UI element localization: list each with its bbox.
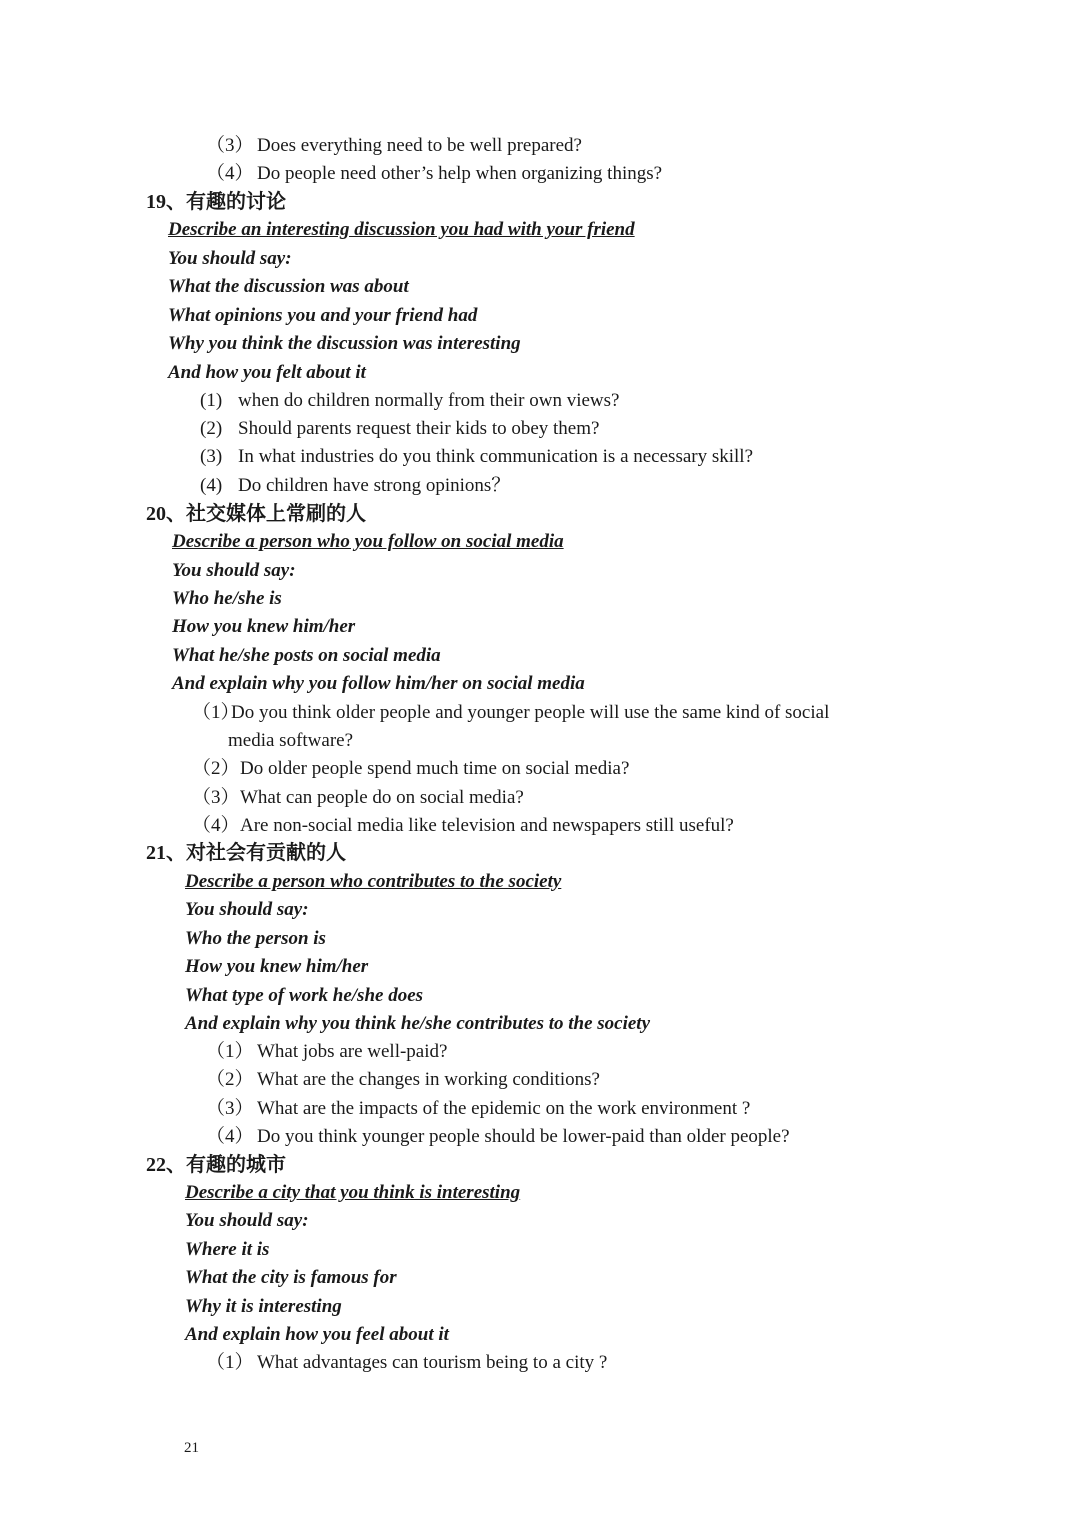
cue-point: Why you think the discussion was interesting bbox=[168, 333, 521, 354]
cue-point: How you knew him/her bbox=[172, 616, 356, 637]
question-text: Do older people spend much time on social media? bbox=[240, 758, 630, 779]
question-number: （3） bbox=[206, 135, 254, 156]
question-text: Do you think younger people should be lower-paid than older people? bbox=[257, 1126, 790, 1147]
question-text: Do children have strong opinions？ bbox=[238, 475, 511, 496]
question-number: （1） bbox=[192, 702, 240, 723]
cue-point: What type of work he/she does bbox=[185, 985, 424, 1006]
question-number: (4) bbox=[200, 475, 223, 496]
question-text: What are the impacts of the epidemic on the work environment ? bbox=[257, 1098, 751, 1119]
question-text: What are the changes in working conditions? bbox=[257, 1069, 600, 1090]
cue-point: And explain why you follow him/her on social media bbox=[172, 673, 585, 694]
section-heading: 19、有趣的讨论 bbox=[146, 191, 286, 213]
question-number: （4） bbox=[206, 163, 254, 184]
question-number: (3) bbox=[200, 446, 223, 467]
cue-point: Who the person is bbox=[185, 928, 326, 949]
cue-point: What opinions you and your friend had bbox=[168, 305, 478, 326]
question-text-continued: media software? bbox=[228, 730, 354, 751]
should-say-label: You should say: bbox=[172, 560, 296, 581]
topic-title: Describe a city that you think is interesting bbox=[185, 1182, 521, 1203]
cue-point: And explain why you think he/she contributes to the society bbox=[185, 1013, 651, 1034]
section-heading: 20、社交媒体上常刷的人 bbox=[146, 503, 366, 525]
cue-point: Who he/she is bbox=[172, 588, 282, 609]
section-heading: 22、有趣的城市 bbox=[146, 1154, 286, 1176]
cue-point: What he/she posts on social media bbox=[172, 645, 441, 666]
cue-point: What the city is famous for bbox=[185, 1267, 397, 1288]
question-number: （2） bbox=[206, 1069, 254, 1090]
topic-title: Describe a person who you follow on social media bbox=[172, 531, 564, 552]
question-text: when do children normally from their own views? bbox=[238, 390, 620, 411]
question-number: (2) bbox=[200, 418, 223, 439]
cue-point: Where it is bbox=[185, 1239, 270, 1260]
should-say-label: You should say: bbox=[185, 899, 309, 920]
cue-point: And explain how you feel about it bbox=[185, 1324, 449, 1345]
question-text: In what industries do you think communication is a necessary skill? bbox=[238, 446, 754, 467]
question-text: Do people need other’s help when organizing things? bbox=[257, 163, 663, 184]
question-text: Should parents request their kids to obey them? bbox=[238, 418, 600, 439]
should-say-label: You should say: bbox=[168, 248, 292, 269]
question-number: （1） bbox=[206, 1041, 254, 1062]
question-text: What jobs are well-paid? bbox=[257, 1041, 448, 1062]
question-text: What advantages can tourism being to a city ? bbox=[257, 1352, 608, 1373]
question-number: （3） bbox=[192, 787, 240, 808]
topic-title: Describe a person who contributes to the society bbox=[185, 871, 562, 892]
question-number: (1) bbox=[200, 390, 223, 411]
cue-point: And how you felt about it bbox=[168, 362, 366, 383]
question-number: （2） bbox=[192, 758, 240, 779]
question-number: （4） bbox=[206, 1126, 254, 1147]
section-heading: 21、对社会有贡献的人 bbox=[146, 842, 346, 864]
question-number: （3） bbox=[206, 1098, 254, 1119]
cue-point: How you knew him/her bbox=[185, 956, 369, 977]
question-number: （1） bbox=[206, 1352, 254, 1373]
question-text: Does everything need to be well prepared? bbox=[257, 135, 582, 156]
topic-title: Describe an interesting discussion you had with your friend bbox=[168, 219, 635, 240]
question-text: What can people do on social media? bbox=[240, 787, 524, 808]
should-say-label: You should say: bbox=[185, 1210, 309, 1231]
question-number: （4） bbox=[192, 815, 240, 836]
cue-point: What the discussion was about bbox=[168, 276, 409, 297]
question-text: Are non-social media like television and newspapers still useful? bbox=[240, 815, 734, 836]
cue-point: Why it is interesting bbox=[185, 1296, 342, 1317]
question-text: Do you think older people and younger people will use the same kind of social bbox=[231, 702, 830, 723]
page-number: 21 bbox=[184, 1440, 199, 1456]
